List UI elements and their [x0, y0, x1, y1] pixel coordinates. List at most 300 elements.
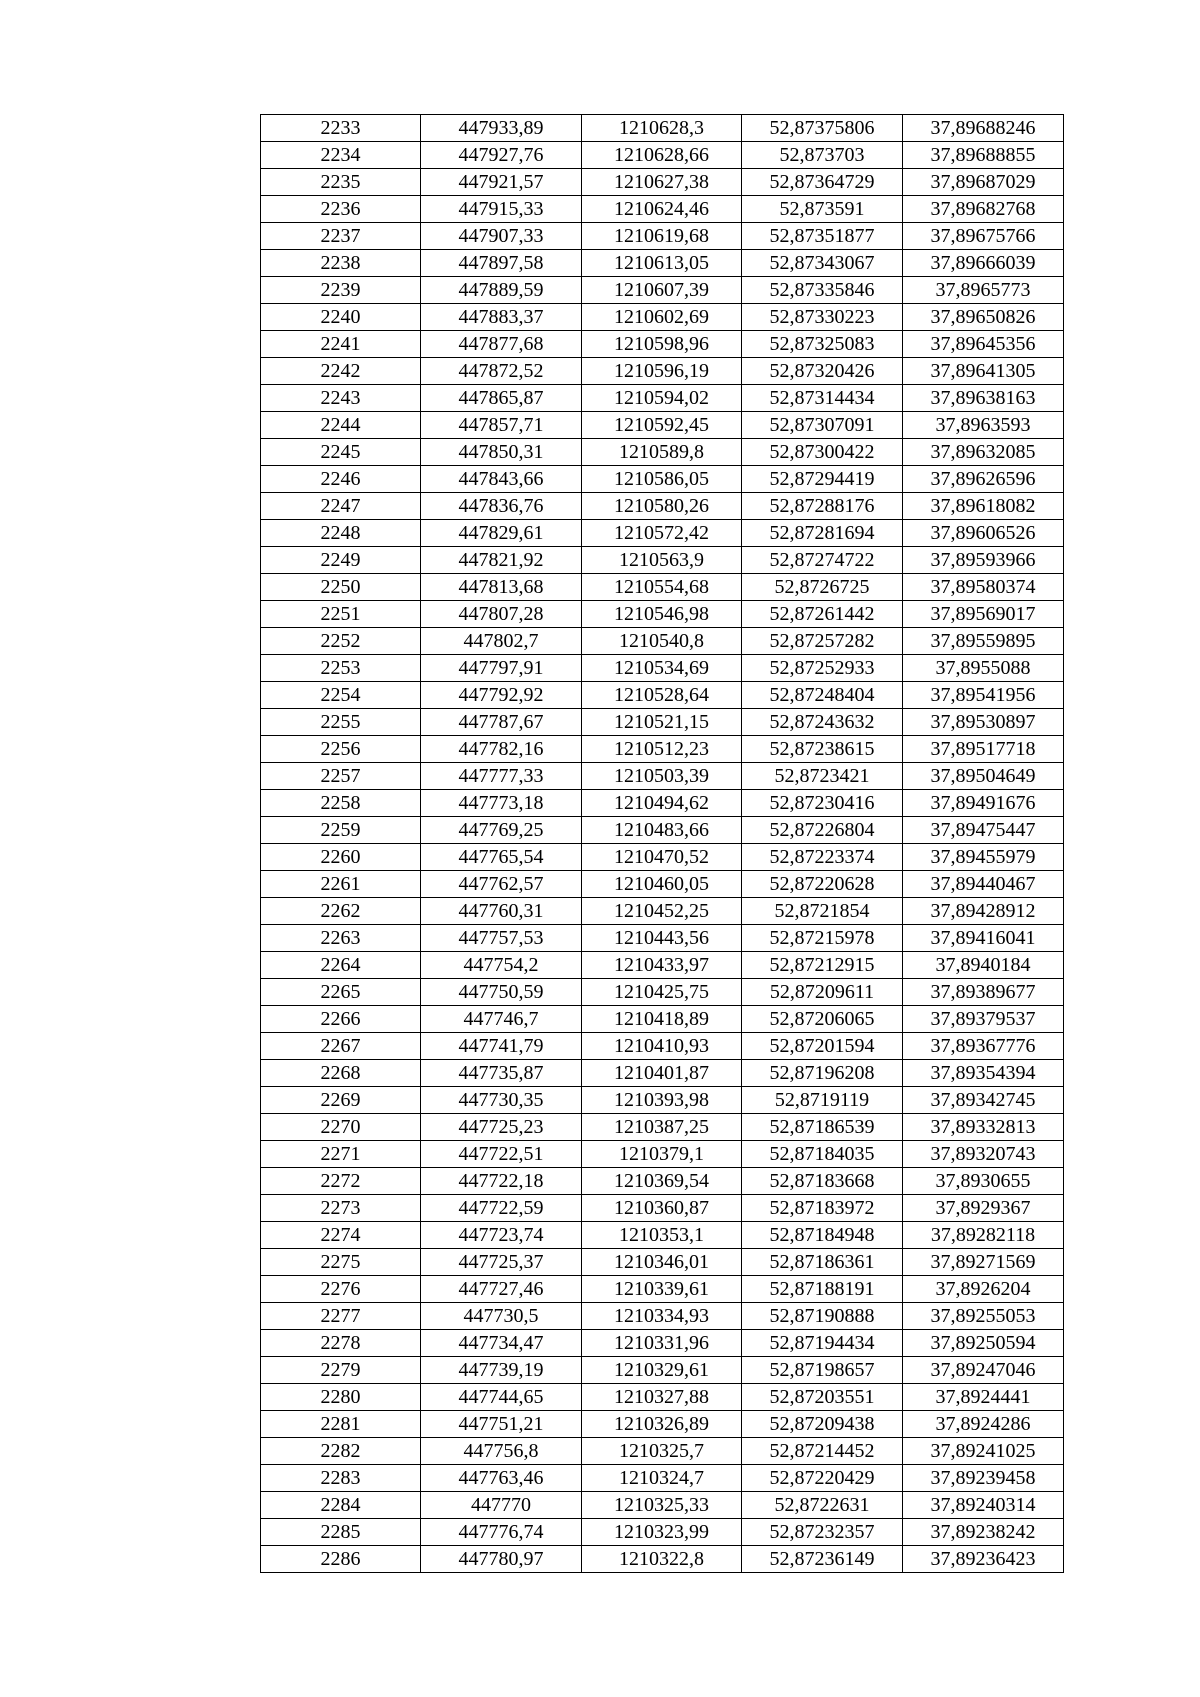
latitude-cell: 52,87196208	[742, 1060, 903, 1087]
x-coordinate-cell: 447843,66	[421, 466, 582, 493]
latitude-cell: 52,87257282	[742, 628, 903, 655]
point-number-cell: 2282	[261, 1438, 421, 1465]
x-coordinate-cell: 447915,33	[421, 196, 582, 223]
y-coordinate-cell: 1210580,26	[582, 493, 742, 520]
longitude-cell: 37,8965773	[903, 277, 1064, 304]
latitude-cell: 52,87288176	[742, 493, 903, 520]
x-coordinate-cell: 447722,59	[421, 1195, 582, 1222]
y-coordinate-cell: 1210339,61	[582, 1276, 742, 1303]
table-row	[261, 736, 1064, 763]
x-coordinate-cell: 447756,8	[421, 1438, 582, 1465]
y-coordinate-cell: 1210425,75	[582, 979, 742, 1006]
x-coordinate-cell: 447730,35	[421, 1087, 582, 1114]
latitude-cell: 52,87307091	[742, 412, 903, 439]
x-coordinate-cell: 447776,74	[421, 1519, 582, 1546]
table-row	[261, 1303, 1064, 1330]
point-number-cell: 2274	[261, 1222, 421, 1249]
longitude-cell: 37,89618082	[903, 493, 1064, 520]
point-number-cell: 2271	[261, 1141, 421, 1168]
x-coordinate-cell: 447760,31	[421, 898, 582, 925]
y-coordinate-cell: 1210494,62	[582, 790, 742, 817]
latitude-cell: 52,87226804	[742, 817, 903, 844]
latitude-cell: 52,87364729	[742, 169, 903, 196]
point-number-cell: 2265	[261, 979, 421, 1006]
table-row	[261, 1006, 1064, 1033]
table-row	[261, 1168, 1064, 1195]
point-number-cell: 2245	[261, 439, 421, 466]
table-row	[261, 1330, 1064, 1357]
latitude-cell: 52,8726725	[742, 574, 903, 601]
point-number-cell: 2263	[261, 925, 421, 952]
longitude-cell: 37,8963593	[903, 412, 1064, 439]
latitude-cell: 52,87215978	[742, 925, 903, 952]
y-coordinate-cell: 1210443,56	[582, 925, 742, 952]
y-coordinate-cell: 1210607,39	[582, 277, 742, 304]
table-row	[261, 169, 1064, 196]
coordinate-table	[260, 114, 1064, 1573]
x-coordinate-cell: 447865,87	[421, 385, 582, 412]
longitude-cell: 37,89389677	[903, 979, 1064, 1006]
point-number-cell: 2269	[261, 1087, 421, 1114]
point-number-cell: 2276	[261, 1276, 421, 1303]
x-coordinate-cell: 447813,68	[421, 574, 582, 601]
y-coordinate-cell: 1210521,15	[582, 709, 742, 736]
point-number-cell: 2237	[261, 223, 421, 250]
y-coordinate-cell: 1210503,39	[582, 763, 742, 790]
x-coordinate-cell: 447757,53	[421, 925, 582, 952]
y-coordinate-cell: 1210329,61	[582, 1357, 742, 1384]
latitude-cell: 52,87206065	[742, 1006, 903, 1033]
table-row	[261, 1357, 1064, 1384]
point-number-cell: 2268	[261, 1060, 421, 1087]
y-coordinate-cell: 1210586,05	[582, 466, 742, 493]
longitude-cell: 37,89638163	[903, 385, 1064, 412]
table-row	[261, 655, 1064, 682]
table-row	[261, 115, 1064, 142]
point-number-cell: 2247	[261, 493, 421, 520]
table-row	[261, 520, 1064, 547]
latitude-cell: 52,87223374	[742, 844, 903, 871]
x-coordinate-cell: 447739,19	[421, 1357, 582, 1384]
point-number-cell: 2260	[261, 844, 421, 871]
latitude-cell: 52,8722631	[742, 1492, 903, 1519]
longitude-cell: 37,89541956	[903, 682, 1064, 709]
latitude-cell: 52,87375806	[742, 115, 903, 142]
table-row	[261, 1492, 1064, 1519]
x-coordinate-cell: 447787,67	[421, 709, 582, 736]
longitude-cell: 37,89580374	[903, 574, 1064, 601]
latitude-cell: 52,87335846	[742, 277, 903, 304]
latitude-cell: 52,87184948	[742, 1222, 903, 1249]
longitude-cell: 37,89332813	[903, 1114, 1064, 1141]
table-row	[261, 763, 1064, 790]
x-coordinate-cell: 447850,31	[421, 439, 582, 466]
y-coordinate-cell: 1210325,33	[582, 1492, 742, 1519]
table-row	[261, 385, 1064, 412]
point-number-cell: 2261	[261, 871, 421, 898]
longitude-cell: 37,89687029	[903, 169, 1064, 196]
table-row	[261, 682, 1064, 709]
point-number-cell: 2255	[261, 709, 421, 736]
x-coordinate-cell: 447907,33	[421, 223, 582, 250]
x-coordinate-cell: 447889,59	[421, 277, 582, 304]
longitude-cell: 37,89504649	[903, 763, 1064, 790]
y-coordinate-cell: 1210452,25	[582, 898, 742, 925]
y-coordinate-cell: 1210401,87	[582, 1060, 742, 1087]
latitude-cell: 52,87186361	[742, 1249, 903, 1276]
x-coordinate-cell: 447897,58	[421, 250, 582, 277]
x-coordinate-cell: 447857,71	[421, 412, 582, 439]
latitude-cell: 52,87212915	[742, 952, 903, 979]
y-coordinate-cell: 1210326,89	[582, 1411, 742, 1438]
y-coordinate-cell: 1210360,87	[582, 1195, 742, 1222]
longitude-cell: 37,89250594	[903, 1330, 1064, 1357]
point-number-cell: 2241	[261, 331, 421, 358]
latitude-cell: 52,8719119	[742, 1087, 903, 1114]
x-coordinate-cell: 447782,16	[421, 736, 582, 763]
y-coordinate-cell: 1210628,66	[582, 142, 742, 169]
point-number-cell: 2238	[261, 250, 421, 277]
longitude-cell: 37,89682768	[903, 196, 1064, 223]
table-row	[261, 439, 1064, 466]
longitude-cell: 37,8926204	[903, 1276, 1064, 1303]
y-coordinate-cell: 1210594,02	[582, 385, 742, 412]
table-row	[261, 277, 1064, 304]
longitude-cell: 37,89650826	[903, 304, 1064, 331]
y-coordinate-cell: 1210325,7	[582, 1438, 742, 1465]
table-row	[261, 898, 1064, 925]
longitude-cell: 37,89517718	[903, 736, 1064, 763]
x-coordinate-cell: 447762,57	[421, 871, 582, 898]
latitude-cell: 52,87314434	[742, 385, 903, 412]
x-coordinate-cell: 447780,97	[421, 1546, 582, 1573]
point-number-cell: 2248	[261, 520, 421, 547]
longitude-cell: 37,8924441	[903, 1384, 1064, 1411]
x-coordinate-cell: 447883,37	[421, 304, 582, 331]
latitude-cell: 52,87236149	[742, 1546, 903, 1573]
x-coordinate-cell: 447777,33	[421, 763, 582, 790]
table-row	[261, 1222, 1064, 1249]
latitude-cell: 52,873591	[742, 196, 903, 223]
y-coordinate-cell: 1210546,98	[582, 601, 742, 628]
longitude-cell: 37,89440467	[903, 871, 1064, 898]
y-coordinate-cell: 1210433,97	[582, 952, 742, 979]
point-number-cell: 2239	[261, 277, 421, 304]
longitude-cell: 37,89342745	[903, 1087, 1064, 1114]
x-coordinate-cell: 447730,5	[421, 1303, 582, 1330]
longitude-cell: 37,89645356	[903, 331, 1064, 358]
longitude-cell: 37,8940184	[903, 952, 1064, 979]
latitude-cell: 52,87252933	[742, 655, 903, 682]
latitude-cell: 52,87183972	[742, 1195, 903, 1222]
table-row	[261, 1384, 1064, 1411]
y-coordinate-cell: 1210393,98	[582, 1087, 742, 1114]
y-coordinate-cell: 1210627,38	[582, 169, 742, 196]
point-number-cell: 2250	[261, 574, 421, 601]
latitude-cell: 52,87194434	[742, 1330, 903, 1357]
x-coordinate-cell: 447792,92	[421, 682, 582, 709]
x-coordinate-cell: 447921,57	[421, 169, 582, 196]
y-coordinate-cell: 1210353,1	[582, 1222, 742, 1249]
table-row	[261, 790, 1064, 817]
y-coordinate-cell: 1210331,96	[582, 1330, 742, 1357]
longitude-cell: 37,89247046	[903, 1357, 1064, 1384]
y-coordinate-cell: 1210346,01	[582, 1249, 742, 1276]
point-number-cell: 2254	[261, 682, 421, 709]
longitude-cell: 37,89354394	[903, 1060, 1064, 1087]
table-row	[261, 952, 1064, 979]
x-coordinate-cell: 447744,65	[421, 1384, 582, 1411]
point-number-cell: 2236	[261, 196, 421, 223]
latitude-cell: 52,87190888	[742, 1303, 903, 1330]
x-coordinate-cell: 447821,92	[421, 547, 582, 574]
x-coordinate-cell: 447769,25	[421, 817, 582, 844]
latitude-cell: 52,87232357	[742, 1519, 903, 1546]
table-row	[261, 601, 1064, 628]
y-coordinate-cell: 1210534,69	[582, 655, 742, 682]
y-coordinate-cell: 1210596,19	[582, 358, 742, 385]
latitude-cell: 52,87248404	[742, 682, 903, 709]
x-coordinate-cell: 447927,76	[421, 142, 582, 169]
point-number-cell: 2242	[261, 358, 421, 385]
point-number-cell: 2275	[261, 1249, 421, 1276]
latitude-cell: 52,87281694	[742, 520, 903, 547]
table-row	[261, 304, 1064, 331]
latitude-cell: 52,87198657	[742, 1357, 903, 1384]
longitude-cell: 37,89675766	[903, 223, 1064, 250]
table-row	[261, 1141, 1064, 1168]
longitude-cell: 37,89475447	[903, 817, 1064, 844]
latitude-cell: 52,87214452	[742, 1438, 903, 1465]
x-coordinate-cell: 447725,37	[421, 1249, 582, 1276]
latitude-cell: 52,87274722	[742, 547, 903, 574]
latitude-cell: 52,87330223	[742, 304, 903, 331]
longitude-cell: 37,89626596	[903, 466, 1064, 493]
latitude-cell: 52,87186539	[742, 1114, 903, 1141]
table-row	[261, 1519, 1064, 1546]
longitude-cell: 37,89641305	[903, 358, 1064, 385]
point-number-cell: 2258	[261, 790, 421, 817]
point-number-cell: 2257	[261, 763, 421, 790]
latitude-cell: 52,87184035	[742, 1141, 903, 1168]
latitude-cell: 52,87203551	[742, 1384, 903, 1411]
x-coordinate-cell: 447770	[421, 1492, 582, 1519]
latitude-cell: 52,87351877	[742, 223, 903, 250]
table-row	[261, 1060, 1064, 1087]
table-row	[261, 142, 1064, 169]
x-coordinate-cell: 447763,46	[421, 1465, 582, 1492]
x-coordinate-cell: 447750,59	[421, 979, 582, 1006]
longitude-cell: 37,89491676	[903, 790, 1064, 817]
x-coordinate-cell: 447829,61	[421, 520, 582, 547]
latitude-cell: 52,8721854	[742, 898, 903, 925]
point-number-cell: 2283	[261, 1465, 421, 1492]
table-row	[261, 1276, 1064, 1303]
latitude-cell: 52,87201594	[742, 1033, 903, 1060]
table-row	[261, 1033, 1064, 1060]
point-number-cell: 2243	[261, 385, 421, 412]
table-row	[261, 628, 1064, 655]
table-row	[261, 331, 1064, 358]
point-number-cell: 2280	[261, 1384, 421, 1411]
longitude-cell: 37,89367776	[903, 1033, 1064, 1060]
longitude-cell: 37,89569017	[903, 601, 1064, 628]
longitude-cell: 37,89255053	[903, 1303, 1064, 1330]
point-number-cell: 2251	[261, 601, 421, 628]
longitude-cell: 37,89593966	[903, 547, 1064, 574]
latitude-cell: 52,87243632	[742, 709, 903, 736]
point-number-cell: 2256	[261, 736, 421, 763]
y-coordinate-cell: 1210619,68	[582, 223, 742, 250]
y-coordinate-cell: 1210592,45	[582, 412, 742, 439]
point-number-cell: 2267	[261, 1033, 421, 1060]
y-coordinate-cell: 1210327,88	[582, 1384, 742, 1411]
x-coordinate-cell: 447872,52	[421, 358, 582, 385]
table-row	[261, 1546, 1064, 1573]
point-number-cell: 2273	[261, 1195, 421, 1222]
longitude-cell: 37,8955088	[903, 655, 1064, 682]
longitude-cell: 37,89282118	[903, 1222, 1064, 1249]
table-row	[261, 1087, 1064, 1114]
longitude-cell: 37,89632085	[903, 439, 1064, 466]
point-number-cell: 2264	[261, 952, 421, 979]
point-number-cell: 2285	[261, 1519, 421, 1546]
table-row	[261, 547, 1064, 574]
x-coordinate-cell: 447877,68	[421, 331, 582, 358]
latitude-cell: 52,87220429	[742, 1465, 903, 1492]
point-number-cell: 2272	[261, 1168, 421, 1195]
longitude-cell: 37,89666039	[903, 250, 1064, 277]
latitude-cell: 52,87300422	[742, 439, 903, 466]
y-coordinate-cell: 1210563,9	[582, 547, 742, 574]
y-coordinate-cell: 1210598,96	[582, 331, 742, 358]
x-coordinate-cell: 447741,79	[421, 1033, 582, 1060]
y-coordinate-cell: 1210624,46	[582, 196, 742, 223]
longitude-cell: 37,89320743	[903, 1141, 1064, 1168]
longitude-cell: 37,89271569	[903, 1249, 1064, 1276]
y-coordinate-cell: 1210483,66	[582, 817, 742, 844]
longitude-cell: 37,89238242	[903, 1519, 1064, 1546]
table-row	[261, 709, 1064, 736]
table-row	[261, 358, 1064, 385]
y-coordinate-cell: 1210602,69	[582, 304, 742, 331]
latitude-cell: 52,8723421	[742, 763, 903, 790]
table-row	[261, 979, 1064, 1006]
longitude-cell: 37,89688246	[903, 115, 1064, 142]
y-coordinate-cell: 1210589,8	[582, 439, 742, 466]
longitude-cell: 37,89239458	[903, 1465, 1064, 1492]
point-number-cell: 2249	[261, 547, 421, 574]
latitude-cell: 52,87209611	[742, 979, 903, 1006]
x-coordinate-cell: 447751,21	[421, 1411, 582, 1438]
x-coordinate-cell: 447734,47	[421, 1330, 582, 1357]
latitude-cell: 52,87183668	[742, 1168, 903, 1195]
y-coordinate-cell: 1210460,05	[582, 871, 742, 898]
table-row	[261, 871, 1064, 898]
longitude-cell: 37,89688855	[903, 142, 1064, 169]
latitude-cell: 52,87325083	[742, 331, 903, 358]
table-row	[261, 250, 1064, 277]
table-row	[261, 574, 1064, 601]
latitude-cell: 52,87230416	[742, 790, 903, 817]
longitude-cell: 37,89416041	[903, 925, 1064, 952]
y-coordinate-cell: 1210379,1	[582, 1141, 742, 1168]
point-number-cell: 2281	[261, 1411, 421, 1438]
table-row	[261, 1411, 1064, 1438]
point-number-cell: 2253	[261, 655, 421, 682]
x-coordinate-cell: 447765,54	[421, 844, 582, 871]
point-number-cell: 2233	[261, 115, 421, 142]
y-coordinate-cell: 1210387,25	[582, 1114, 742, 1141]
table-row	[261, 1195, 1064, 1222]
x-coordinate-cell: 447797,91	[421, 655, 582, 682]
point-number-cell: 2262	[261, 898, 421, 925]
longitude-cell: 37,89530897	[903, 709, 1064, 736]
table-row	[261, 466, 1064, 493]
table-row	[261, 493, 1064, 520]
y-coordinate-cell: 1210334,93	[582, 1303, 742, 1330]
coordinate-table-body	[261, 115, 1064, 1573]
table-row	[261, 817, 1064, 844]
longitude-cell: 37,89236423	[903, 1546, 1064, 1573]
latitude-cell: 52,873703	[742, 142, 903, 169]
point-number-cell: 2240	[261, 304, 421, 331]
table-row	[261, 1114, 1064, 1141]
y-coordinate-cell: 1210470,52	[582, 844, 742, 871]
x-coordinate-cell: 447746,7	[421, 1006, 582, 1033]
x-coordinate-cell: 447836,76	[421, 493, 582, 520]
longitude-cell: 37,89428912	[903, 898, 1064, 925]
table-row	[261, 925, 1064, 952]
y-coordinate-cell: 1210369,54	[582, 1168, 742, 1195]
point-number-cell: 2278	[261, 1330, 421, 1357]
latitude-cell: 52,87238615	[742, 736, 903, 763]
point-number-cell: 2235	[261, 169, 421, 196]
longitude-cell: 37,89606526	[903, 520, 1064, 547]
table-row	[261, 412, 1064, 439]
point-number-cell: 2279	[261, 1357, 421, 1384]
table-row	[261, 1465, 1064, 1492]
y-coordinate-cell: 1210324,7	[582, 1465, 742, 1492]
point-number-cell: 2244	[261, 412, 421, 439]
x-coordinate-cell: 447754,2	[421, 952, 582, 979]
longitude-cell: 37,89379537	[903, 1006, 1064, 1033]
longitude-cell: 37,8929367	[903, 1195, 1064, 1222]
latitude-cell: 52,87220628	[742, 871, 903, 898]
y-coordinate-cell: 1210572,42	[582, 520, 742, 547]
point-number-cell: 2252	[261, 628, 421, 655]
y-coordinate-cell: 1210512,23	[582, 736, 742, 763]
x-coordinate-cell: 447933,89	[421, 115, 582, 142]
point-number-cell: 2259	[261, 817, 421, 844]
point-number-cell: 2234	[261, 142, 421, 169]
latitude-cell: 52,87294419	[742, 466, 903, 493]
point-number-cell: 2270	[261, 1114, 421, 1141]
longitude-cell: 37,89240314	[903, 1492, 1064, 1519]
x-coordinate-cell: 447723,74	[421, 1222, 582, 1249]
table-row	[261, 196, 1064, 223]
point-number-cell: 2266	[261, 1006, 421, 1033]
y-coordinate-cell: 1210554,68	[582, 574, 742, 601]
longitude-cell: 37,89241025	[903, 1438, 1064, 1465]
y-coordinate-cell: 1210528,64	[582, 682, 742, 709]
latitude-cell: 52,87320426	[742, 358, 903, 385]
x-coordinate-cell: 447807,28	[421, 601, 582, 628]
table-row	[261, 1249, 1064, 1276]
longitude-cell: 37,89559895	[903, 628, 1064, 655]
point-number-cell: 2277	[261, 1303, 421, 1330]
x-coordinate-cell: 447735,87	[421, 1060, 582, 1087]
